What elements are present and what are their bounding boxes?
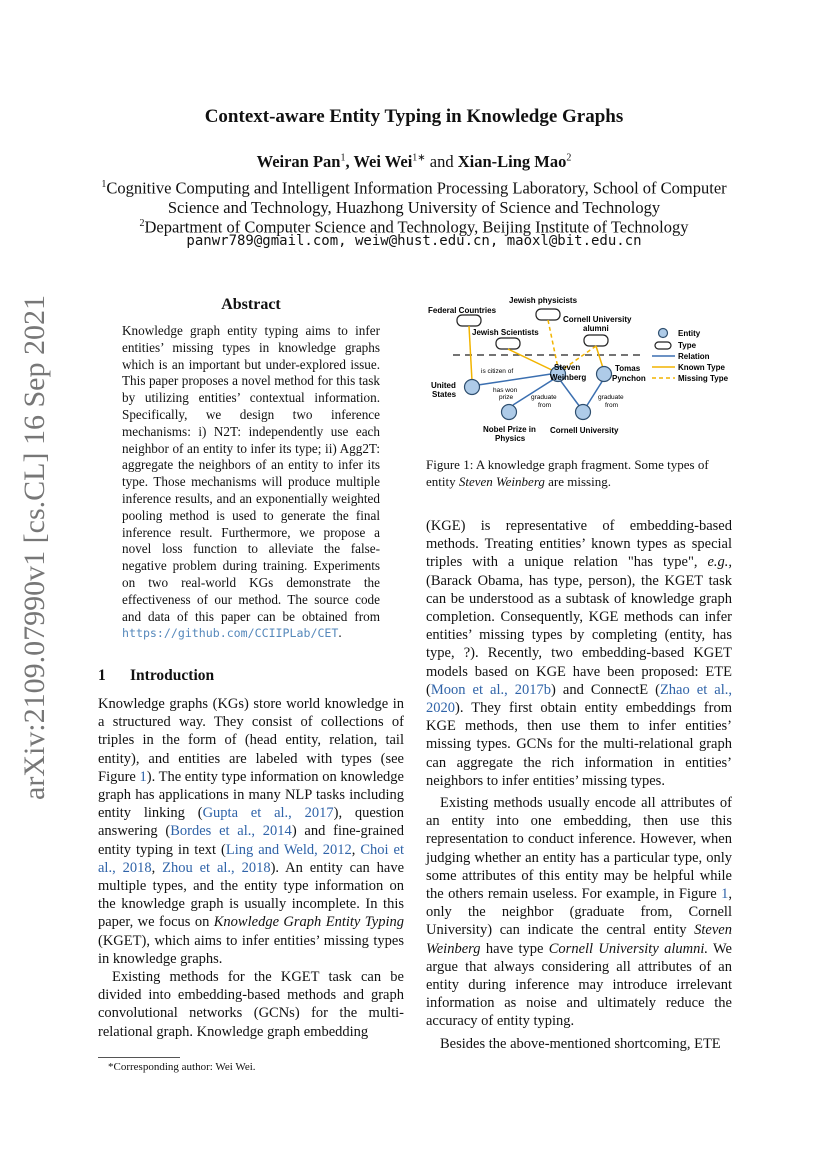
type-node [496,338,520,349]
author-emails: panwr789@gmail.com, weiw@hust.edu.cn, maoxl@bit.edu.cn [186,233,642,249]
entity-node [465,380,480,395]
text: Existing methods usually encode all attributes of an entity into one embedding, then use this representation to conduct inference. However, when judging whether an entity has a particular type, only some attributes of this entity may be helpful while the others remain useless. For example, in Figure [426,795,732,903]
right-column-text [426,517,732,1053]
citation-link[interactable]: Zhou et al., 2018 [162,859,271,876]
emphasis: Cornell University alumni. [548,940,708,957]
author-list: Weiran Pan$^1$, Wei Wei$^{1∗}$ and Xian-Ling Mao$^2$ [256,152,572,171]
text: We argue that always considering all attributes of an entity during inference may introduce irrelevant information as noise and ultimately reduce the accuracy of entity typing. [426,940,732,1030]
text: , [151,859,163,876]
legend-label: Type [678,341,697,350]
text: (KGE) is representative of embedding-based methods. Treating entities’ known types as special triples with a unique relation "has type", [426,518,732,571]
author-name: Weiran Pan [256,152,341,171]
author-affil-mark: 2 [566,152,572,164]
paper-title: Context-aware Entity Typing in Knowledge Graphs [204,106,624,127]
entity-label: Steven [554,363,581,372]
legend-label: Missing Type [678,374,729,383]
author-conjunction: and [429,152,454,171]
citation-link[interactable]: Moon et al., 2017b [430,681,552,698]
affil-text: Cognitive Computing and Intelligent Information Processing Laboratory, School of Computer [106,178,727,198]
entity-label: States [432,390,457,399]
text: ). An entity can have multiple types, and the entity type information on the knowledge graph is usually incomplete. In this paper, we focus on [98,859,405,931]
entity-node [576,405,591,420]
section-title: Introduction [130,667,215,684]
text: (Barack Obama, has type, person), the KGET task can be understood as a subtask of knowledge graph completion. Consequently, KGE methods can infer entities’ missing types by completing (entity, has type, ?). Recently, two embedding-based KGET models based on KGE have been proposed: ETE ( [426,572,732,698]
type-label: Jewish Scientists [472,328,539,337]
paragraph [426,794,732,1031]
knowledge-graph-figure [420,293,740,453]
text: are missing. [544,474,611,489]
type-label: Jewish physicists [509,296,578,305]
paragraph: Besides the above-mentioned shortcoming, ETE [440,1035,721,1052]
text: ). They first obtain entity embeddings from KGE methods, then use them to infer entities’ missing types. GCNs for the multi-relational graph can aggregate the rich information in entities’ neighbors to infer entities’ missing types. [426,700,732,789]
text: ) and fine-grained entity typing in text ( [98,823,404,858]
footnote: *Corresponding author: Wei Wei. [108,1061,256,1073]
known-type-link [508,349,556,372]
relation-label: graduate [531,394,557,401]
legend-type-icon [655,342,671,349]
text: Knowledge graphs (KGs) store world knowledge in a structured way. They consist of collections of triples in the form of (head entity, relation, tail entity), and entities are labeled with types (see Figure [98,696,404,785]
legend-label: Relation [678,352,710,361]
paragraph: Existing methods for the KGET task can be divided into embedding-based methods and graph convolutional networks (GCNs) for the multi-relational graph. Knowledge graph embedding [98,969,404,1040]
entity-label: Weinberg [550,373,587,382]
figure-caption [426,456,732,490]
known-type-link [596,346,603,368]
emphasis: Knowledge Graph Entity Typing [213,914,404,931]
relation-edge [560,380,580,407]
emphasis: Steven Weinberg [426,922,732,957]
citation-link[interactable]: Choi et al., 2018 [98,841,404,876]
author-affil-mark: 1∗ [412,152,426,164]
abstract-body [122,323,380,642]
legend-label: Known Type [678,363,725,372]
affil-text: Science and Technology, Huazhong University of Science and Technology [167,198,661,217]
relation-label: from [538,402,551,409]
footnote-rule [98,1057,180,1058]
author-name: Xian-Ling Mao [457,152,567,171]
text: Figure 1: A knowledge graph fragment. Some types of entity [426,457,709,489]
citation-link[interactable]: Bordes et al., 2014 [170,823,292,840]
type-node [536,309,560,320]
entity-label: Pynchon [612,374,646,383]
abstract-text: Knowledge graph entity typing aims to infer entities’ missing types in knowledge graphs which is an important but under-explored issue. This paper proposes a novel method for this task by utilizing entities’ contextual information. Specifically, we design two inference mechanisms: i) N2T: independently use each neighbor of an entity to infer its type; ii) Agg2T: aggregate the neighbors of an entity to infer its type. Those mechanisms will produce multiple inference results, and an exponentially weighted pooling method is used to generate the final inference result. Furthermore, we propose a novel loss function to alleviate the false-negative problem during training. Experiments on two real-world KGs demonstrate the effectiveness of our method. The source code and data of this paper can be obtained from [122,323,380,624]
type-label: Federal Countries [428,306,497,315]
text: (KGET), which aims to infer entities’ missing types in knowledge graphs. [98,932,404,967]
section-heading [98,667,214,685]
paragraph [426,517,732,790]
relation-label: prize [499,394,514,401]
text: ) and ConnectE ( [551,681,660,698]
affil-mark: 2 [139,218,145,229]
affiliation-1 [0,175,828,218]
section-number: 1 [98,667,106,684]
affil-mark: 1 [101,179,107,190]
type-label: Cornell University [563,315,632,324]
relation-label: is citizen of [481,368,514,375]
type-node [584,335,608,346]
figure-ref-link[interactable]: 1 [721,886,729,903]
abstract-end: . [338,625,342,641]
left-column-text [98,695,404,1041]
arxiv-identifier: arXiv:2109.07990v1 [cs.CL] 16 Sep 2021 [18,295,51,800]
legend-entity-icon [659,329,668,338]
text: ). The entity type information on knowledge graph has applications in many NLP tasks including entity linking ( [98,768,404,822]
entity-label: Tomas [615,364,641,373]
citation-link[interactable]: Ling and Weld, 2012 [225,841,352,858]
relation-edge [478,374,551,385]
relation-label: has won [493,387,518,394]
entity-label: Cornell University [550,426,619,435]
author-name: Wei Wei [353,152,413,171]
entity-node [597,367,612,382]
citation-link[interactable]: Zhao et al., 2020 [426,681,732,717]
text: , only the neighbor (graduate from, Cornell University) can indicate the central entity [426,886,732,939]
type-label: alumni [583,324,609,333]
text: have type [480,940,549,957]
entity-label: United [431,381,456,390]
legend-label: Entity [678,329,701,338]
abstract-heading: Abstract [221,296,281,313]
type-node [457,315,481,326]
emphasis: Steven Weinberg [458,474,545,489]
citation-link[interactable]: Gupta et al., 2017 [202,805,334,822]
relation-label: from [605,402,618,409]
text: , [351,841,361,858]
entity-node [502,405,517,420]
entity-label: Physics [495,434,526,443]
entity-label: Nobel Prize in [483,425,536,434]
affil-text: Department of Computer Science and Technology, Beijing Institute of Technology [144,217,689,237]
code-link[interactable]: https://github.com/CCIIPLab/CET [122,626,339,641]
author-affil-mark: 1 [340,152,346,164]
paragraph [98,695,404,968]
relation-label: graduate [598,394,624,401]
figure-ref-link[interactable]: 1 [139,768,147,785]
missing-type-link [548,320,558,368]
emphasis: e.g., [707,554,732,571]
text: ), question answering ( [98,805,405,840]
